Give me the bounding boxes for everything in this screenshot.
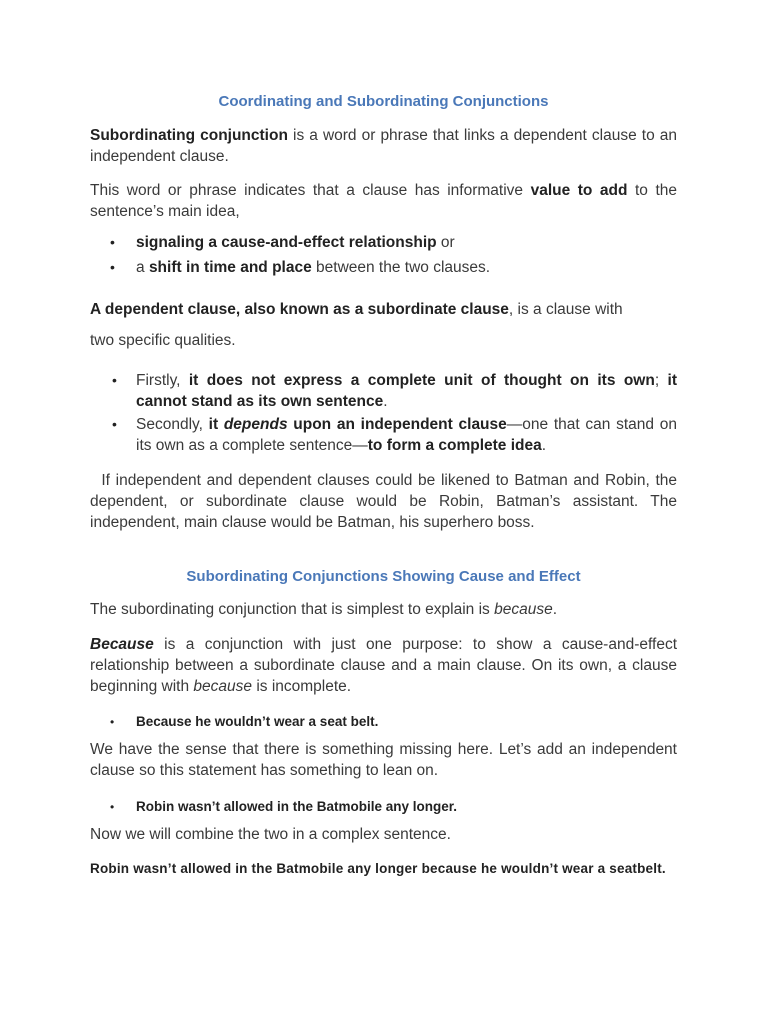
list-item: • Firstly, it does not express a complete unit of thought on its own; it cannot stand as its own sentence. [112, 372, 677, 410]
paragraph-definition: Subordinating conjunction is a word or phrase that links a dependent clause to an independent clause. [90, 127, 677, 165]
paragraph-simplest: The subordinating conjunction that is simplest to explain is because. [90, 601, 558, 618]
bullet-icon: • [110, 800, 115, 814]
bullet-icon: • [110, 715, 115, 729]
paragraph-because: Because is a conjunction with just one purpose: to show a cause-and-effect relationship between a subordinate clause and a main clause. On its own, a clause beginning with because is incomplete. [90, 636, 677, 695]
paragraph-dependent-clause: A dependent clause, also known as a subordinate clause, is a clause with [90, 301, 623, 318]
signal-list [90, 232, 677, 282]
list-item: • signaling a cause-and-effect relationship or [110, 234, 455, 251]
list-item: • Secondly, it depends upon an independent clause—one that can stand on its own as a complete sentence—to form a complete idea. [112, 416, 677, 454]
paragraph-batman-analogy: If independent and dependent clauses could be likened to Batman and Robin, the dependent, or subordinate clause would be Robin, Batman’s assistant. The independent, main clause would be Batman, his superhero boss. [90, 472, 682, 531]
bullet-icon: • [112, 372, 117, 388]
example-list-1 [90, 711, 677, 732]
term-subordinating-conjunction: Subordinating conjunction [90, 127, 288, 144]
example-sentence: Robin wasn’t allowed in the Batmobile any longer. [136, 799, 458, 814]
list-item [90, 711, 677, 732]
document-title: Coordinating and Subordinating Conjunctions [218, 93, 549, 110]
list-item: • a shift in time and place between the two clauses. [110, 259, 491, 276]
bullet-icon: • [110, 234, 115, 250]
paragraph-informative-value: This word or phrase indicates that a clause has informative value to add to the sentence’s main idea, [90, 182, 677, 220]
qualities-list [90, 370, 677, 458]
example-sentence: Because he wouldn’t wear a seat belt. [136, 714, 379, 729]
paragraph-combine: Now we will combine the two in a complex sentence. [90, 826, 451, 843]
bullet-icon: • [112, 416, 117, 432]
complex-sentence-example: Robin wasn’t allowed in the Batmobile any longer because he wouldn’t wear a seatbelt. [90, 861, 666, 876]
paragraph-missing: We have the sense that there is something missing here. Let’s add an independent clause so this statement has something to lean on. [90, 741, 677, 779]
list-item [90, 796, 677, 817]
bullet-icon: • [110, 259, 115, 275]
example-list-2 [90, 796, 677, 817]
section-heading-cause-effect: Subordinating Conjunctions Showing Cause and Effect [186, 568, 581, 585]
paragraph-dependent-clause-cont: two specific qualities. [90, 332, 236, 349]
